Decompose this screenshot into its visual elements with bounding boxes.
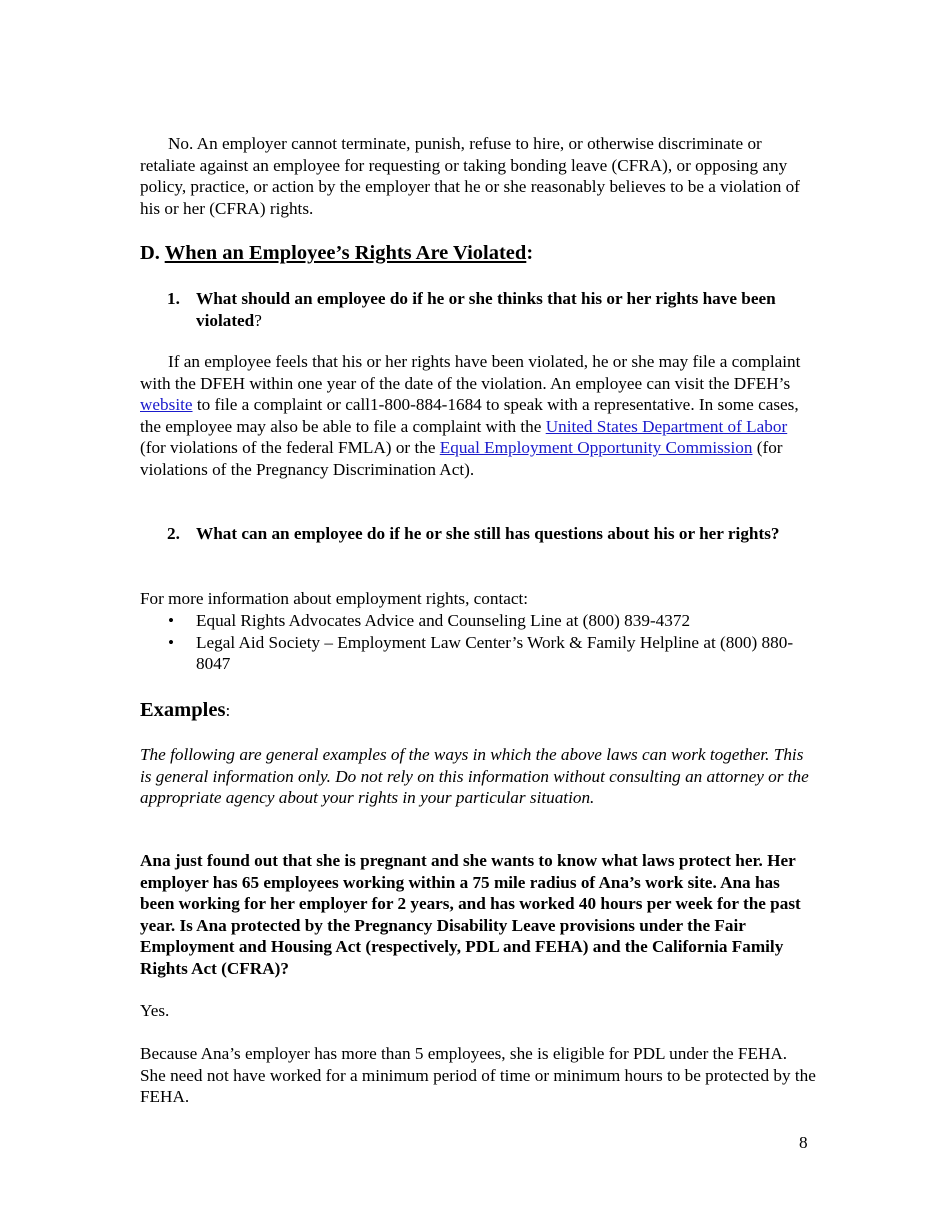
answer-1-paragraph bbox=[140, 351, 816, 481]
question-1-text: What should an employee do if he or she thinks that his or her rights have been violated bbox=[196, 289, 776, 330]
example-question: Ana just found out that she is pregnant and she wants to know what laws protect her. Her employer has 65 employees working within a 75 mile radius of Ana’s work site. Ana has been working for her employer for 2 years, and has worked 40 hours per week for the past year. Is Ana protected by the Pregnancy Disability Leave provisions under the Fair Employment and Housing Act (respectively, PDL and FEHA) and the California Family Rights Act (CFRA)? bbox=[140, 851, 801, 978]
answer-1-part1: If an employee feels that his or her rights have been violated, he or she may file a complaint with the DFEH within one year of the date of the violation. An employee can visit the DFEH’s bbox=[140, 352, 801, 393]
bullet-icon: • bbox=[168, 632, 175, 652]
examples-heading bbox=[140, 697, 230, 724]
contact-list bbox=[140, 610, 816, 675]
question-1-end: ? bbox=[254, 310, 262, 330]
contact-intro: For more information about employment rights, contact: bbox=[140, 589, 529, 608]
question-1 bbox=[140, 288, 816, 331]
section-d-title: When an Employee’s Rights Are Violated bbox=[164, 242, 527, 264]
example-answer-short: Yes. bbox=[140, 1001, 170, 1020]
section-d-prefix: D. bbox=[140, 242, 165, 264]
eeoc-link[interactable]: Equal Employment Opportunity Commission bbox=[439, 438, 753, 458]
contact-item-2: Legal Aid Society – Employment Law Center’s Work & Family Helpline at (800) 880-8047 bbox=[196, 632, 794, 674]
question-2-number: 2. bbox=[167, 524, 180, 543]
department-of-labor-link[interactable]: United States Department of Labor bbox=[545, 416, 788, 436]
section-d-heading bbox=[140, 240, 533, 266]
examples-disclaimer: The following are general examples of the ways in which the above laws can work together. This is general information only. Do not rely on this information without consulting an attorney or the appropriate agency about your rights in your particular situation. bbox=[140, 745, 809, 808]
page-number: 8 bbox=[799, 1133, 808, 1152]
answer-1-part4: (for violations of the Pregnancy Discrimination Act). bbox=[140, 438, 783, 479]
example-answer-long: Because Ana’s employer has more than 5 employees, she is eligible for PDL under the FEHA. She need not have worked for a minimum period of time or minimum hours to be protected by the FEHA. bbox=[140, 1044, 816, 1107]
intro-paragraph: No. An employer cannot terminate, punish, refuse to hire, or otherwise discriminate or retaliate against an employee for requesting or taking bonding leave (CFRA), or opposing any policy, practice, or action by the employer that he or she reasonably believes to be a violation of his or her (CFRA) rights. bbox=[140, 134, 800, 218]
list-item bbox=[140, 632, 816, 675]
question-2-text: What can an employee do if he or she still has questions about his or her rights? bbox=[196, 524, 780, 543]
dfeh-website-link[interactable]: website bbox=[140, 395, 193, 415]
examples-heading-colon: : bbox=[225, 701, 231, 720]
contact-item-1: Equal Rights Advocates Advice and Counseling Line at (800) 839-4372 bbox=[196, 611, 691, 630]
section-d-suffix: : bbox=[526, 242, 534, 264]
answer-1-part3: (for violations of the federal FMLA) or the bbox=[140, 438, 440, 458]
examples-heading-text: Examples bbox=[140, 699, 226, 721]
answer-1-part2: to file a complaint or call1-800-884-1684 to speak with a representative. In some cases, the employee may also be able to file a complaint with the bbox=[140, 395, 799, 436]
list-item bbox=[140, 610, 816, 632]
question-1-number: 1. bbox=[167, 289, 180, 308]
bullet-icon: • bbox=[168, 611, 175, 630]
question-2 bbox=[140, 523, 816, 545]
